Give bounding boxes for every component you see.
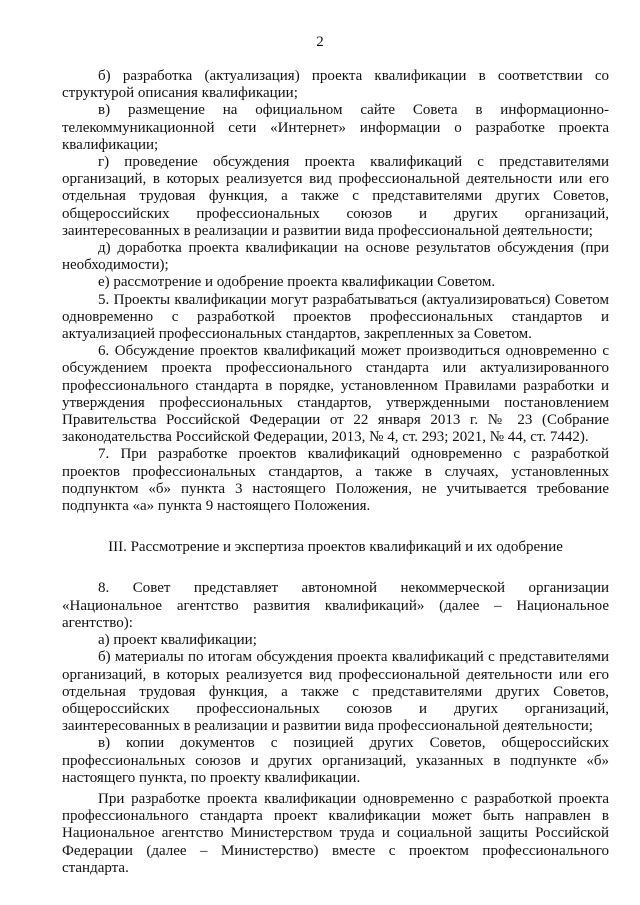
paragraph-7: 7. При разработке проектов квалификаций одновременно с разработкой проектов профессиональных стандартов, а также в случаях, установленных подпунктом «б» пункта 3 настоящего Положения, не учитывается требование подпункта «а» пункта 9 настоящего Положения. bbox=[62, 446, 609, 515]
paragraph-6: 6. Обсуждение проектов квалификаций может производиться одновременно с обсуждением проекта профессионального стандарта или актуализированного профессионального стандарта в порядке, установленном Правилами разработки и утверждения профессиональных стандартов, утвержденными постановлением Правительства Российской Федерации от 22 января 2013 г. № 23 (Собрание законодательства Российской Федерации, 2013, № 4, ст. 293; 2021, № 44, ст. 7442). bbox=[62, 343, 609, 446]
paragraph-8: 8. Совет представляет автономной некоммерческой организации «Национальное агентство развития квалификаций» (далее – Национальное агентство): bbox=[62, 580, 609, 631]
paragraph-4v: в) размещение на официальном сайте Совета в информационно-телекоммуникационной сети «Интернет» информации о разработке проекта квалификации; bbox=[62, 102, 609, 153]
paragraph-8v: в) копии документов с позицией других Советов, общероссийских профессиональных союзов и других организаций, указанных в подпункте «б» настоящего пункта, по проекту квалификации. bbox=[62, 735, 609, 786]
paragraph-4b: б) разработка (актуализация) проекта квалификации в соответствии со структурой описания квалификации; bbox=[62, 68, 609, 102]
page-number: 2 bbox=[316, 34, 324, 50]
paragraph-4d: д) доработка проекта квалификации на основе результатов обсуждения (при необходимости); bbox=[62, 240, 609, 274]
paragraph-5: 5. Проекты квалификации могут разрабатываться (актуализироваться) Советом одновременно с разработкой проектов профессиональных стандартов и актуализацией профессиональных стандартов, закрепленных за Советом. bbox=[62, 291, 609, 343]
paragraph-8-note: При разработке проекта квалификации одновременно с разработкой проекта профессионального стандарта проект квалификации может быть направлен в Национальное агентство Министерством труда и социальной защиты Российской Федерации (далее – Министерство) вместе с проектом профессионального стандарта. bbox=[62, 790, 609, 876]
paragraph-4g: г) проведение обсуждения проекта квалификаций с представителями организаций, в которых реализуется вид профессиональной деятельности или его отдельная трудовая функция, а также с представителями других Советов, общероссийских профессиональных союзов и других организаций, заинтересованных в реализации и развитии вида профессиональной деятельности; bbox=[62, 154, 609, 239]
paragraph-4e: е) рассмотрение и одобрение проекта квалификации Советом. bbox=[98, 274, 496, 291]
paragraph-8b: б) материалы по итогам обсуждения проекта квалификаций с представителями организаций, в которых реализуется вид профессиональной деятельности или его отдельная трудовая функция, а также с представителями других Советов, общероссийских профессиональных союзов и других организаций, заинтересованных в реализации и развитии вида профессиональной деятельности; bbox=[62, 649, 609, 735]
document-body bbox=[62, 68, 609, 877]
paragraph-8a: а) проект квалификации; bbox=[98, 632, 257, 649]
section-heading: III. Рассмотрение и экспертиза проектов квалификаций и их одобрение bbox=[108, 539, 563, 556]
